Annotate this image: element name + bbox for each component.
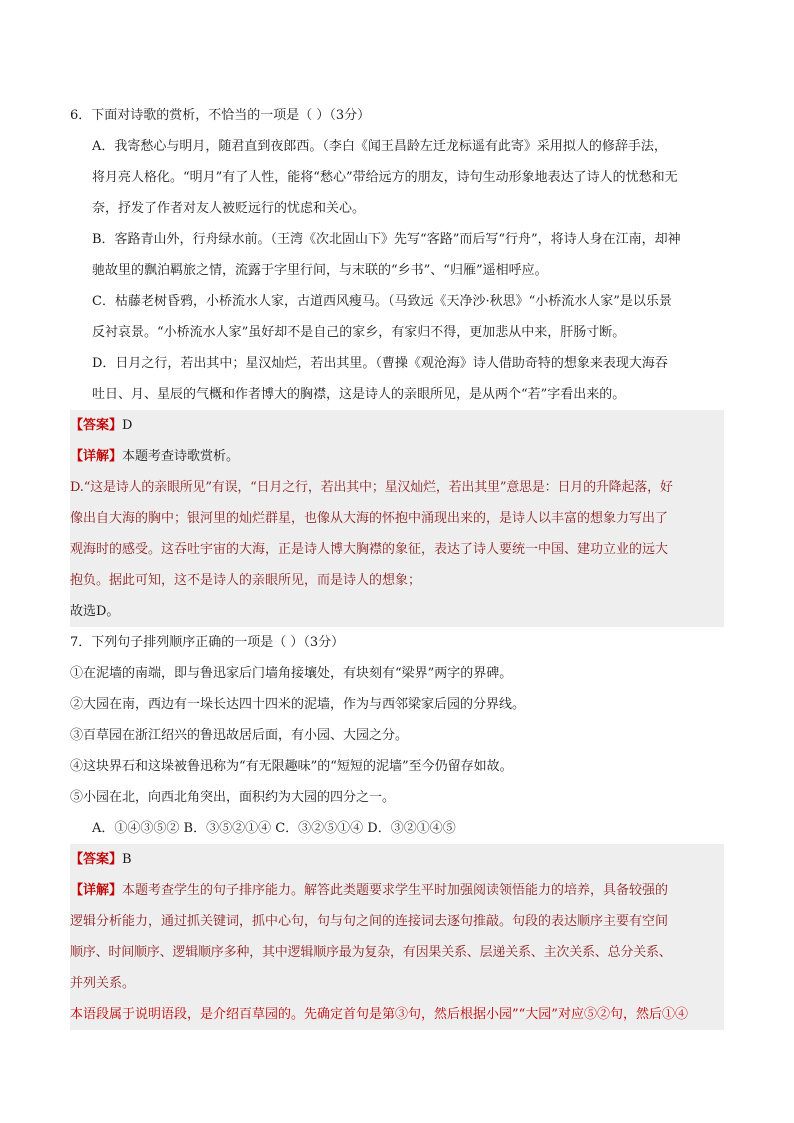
answer-label: 【答案】 (70, 852, 123, 867)
sentence-5: ⑤小园在北，向西北角突出，面积约为大园的四分之一。 (70, 790, 396, 805)
question-6-stem: 6．下面对诗歌的赏析，不恰当的一项是（ ）（3分） (70, 108, 371, 123)
sentence-2: ②大园在南，西边有一垛长达四十四米的泥墙，作为与西邻梁家后园的分界线。 (70, 697, 526, 712)
option-a-line-3: 奈，抒发了作者对友人被贬远行的忧虑和关心。 (92, 201, 366, 216)
option-a-line-1: A．我寄愁心与明月，随君直到夜郎西。（李白《闻王昌龄左迁龙标遥有此寄》采用拟人的修辞手法， (92, 139, 667, 154)
sentence-3: ③百草园在浙江绍兴的鲁迅故居后面，有小园、大园之分。 (70, 728, 409, 743)
answer-value: B (122, 852, 132, 867)
detail-intro: 本题考查诗歌赏析。 (122, 449, 240, 464)
q7-detail-line-4: 并列关系。 (70, 968, 724, 999)
q7-detail-line-2: 逻辑分析能力，通过抓关键词，抓中心句，句与句之间的连接词去逐句推敲。句段的表达顺序主要有空间 (70, 906, 724, 937)
option-b-line-2: 驰故里的飘泊羁旅之情，流露于字里行间，与末联的“乡书”、“归雁”遥相呼应。 (92, 263, 548, 278)
q7-choices: A．①④③⑤② B．③⑤②①④ C．③②⑤①④ D．③②①④⑤ (92, 821, 456, 836)
q7-answer (70, 844, 724, 875)
option-d-line-1: D．日月之行，若出其中；星汉灿烂，若出其里。（曹操《观沧海》诗人借助奇特的想象来表现大海吞 (92, 356, 668, 371)
q6-conclusion: 故选D。 (70, 596, 724, 627)
q6-detail (70, 441, 724, 472)
q6-explanation-line-2: 像出自大海的胸中；银河里的灿烂群星，也像从大海的怀抱中涌现出来的，是诗人以丰富的想象力写出了 (70, 503, 724, 534)
option-b-line-1: B．客路青山外，行舟绿水前。（王湾《次北固山下》先写“客路”而后写“行舟”，将诗人身在江南，却神 (92, 232, 681, 247)
question-7 (70, 627, 724, 1030)
document-page (70, 100, 724, 1030)
detail-text: 本题考查学生的句子排序能力。解答此类题要求学生平时加强阅读领悟能力的培养，具备较强的 (122, 883, 669, 898)
option-d-line-2: 吐日、月、星辰的气概和作者博大的胸襟，这是诗人的亲眼所见，是从两个“若”字看出来的。 (92, 387, 626, 402)
sentence-1: ①在泥墙的南端，即与鲁迅家后门墙角接壤处，有块刻有“梁界”两字的界碑。 (70, 666, 513, 681)
option-a-line-2: 将月亮人格化。“明月”有了人性，能将“愁心”带给远方的朋友，诗句生动形象地表达了诗人的忧愁和无 (92, 170, 678, 185)
q6-explanation-line-4: 抱负。据此可知，这不是诗人的亲眼所见，而是诗人的想象； (70, 565, 724, 596)
detail-label: 【详解】 (70, 449, 123, 464)
option-c-line-2: 反衬哀景。“小桥流水人家”虽好却不是自己的家乡，有家归不得，更加悲从中来，肝肠寸断。 (92, 325, 626, 340)
q7-explanation-last: 本语段属于说明语段，是介绍百草园的。先确定首句是第③句，然后根据小园”“大园”对应⑤②句，然后①④ (70, 999, 724, 1030)
answer-label: 【答案】 (70, 418, 123, 433)
question-7-stem: 7．下列句子排列顺序正确的一项是（ ）（3分） (70, 635, 345, 650)
answer-value: D (122, 418, 133, 433)
q6-explanation-line-1: D.“这是诗人的亲眼所见”有误，“日月之行，若出其中；星汉灿烂，若出其里”意思是：日月的升降起落，好 (70, 472, 724, 503)
q6-answer (70, 410, 724, 441)
option-c-line-1: C．枯藤老树昏鸦，小桥流水人家，古道西风瘦马。（马致远《天净沙·秋思》“小桥流水人家”是以乐景 (92, 294, 672, 309)
detail-label: 【详解】 (70, 883, 123, 898)
q7-detail-line-1 (70, 875, 724, 906)
question-6 (70, 100, 724, 627)
sentence-4: ④这块界石和这垛被鲁迅称为“有无限趣味”的“短短的泥墙”至今仍留存如故。 (70, 759, 513, 774)
q6-explanation-line-3: 观海时的感受。这吞吐宇宙的大海，正是诗人博大胸襟的象征，表达了诗人要统一中国、建功立业的远大 (70, 534, 724, 565)
q7-detail-line-3: 顺序、时间顺序、逻辑顺序多种，其中逻辑顺序最为复杂，有因果关系、层递关系、主次关系、总分关系、 (70, 937, 724, 968)
